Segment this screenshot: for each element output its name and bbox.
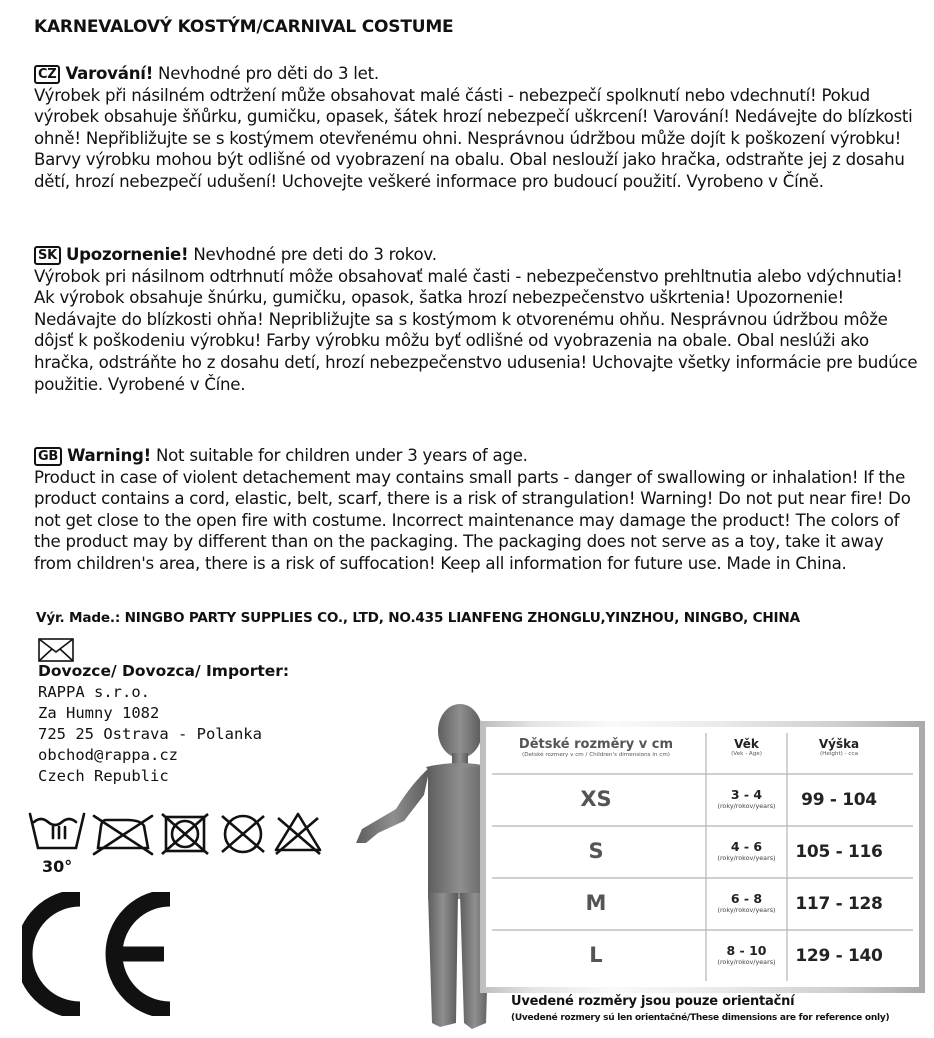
no-iron-icon (94, 816, 152, 854)
importer-block (38, 661, 358, 787)
section-gb (34, 445, 920, 575)
age-value: 4 - 6 (730, 839, 763, 854)
height-value: 99 - 104 (801, 790, 877, 810)
age-cell (706, 943, 787, 966)
cz-intro: Nevhodné pro děti do 3 let. (153, 64, 379, 83)
ce-mark-icon (22, 892, 182, 1016)
size-note-sub: (Uvedené rozmery sú len orientačné/These dimensions are for reference only) (511, 1013, 890, 1023)
wash-temperature: 30° (42, 857, 73, 876)
age-header-cell (706, 737, 787, 757)
age-cell (706, 839, 787, 862)
sk-body: Výrobok pri násilnom odtrhnutí môže obsahovať malé časti - nebezpečenstvo prehltnutia alebo vdýchnutia! Ak výrobok obsahuje šnúrku, gumičku, opasok, šatka hrozí nebezpečenstvo uškrtenia! Upozornenie! Nedávajte do blízkosti ohňa! Nepribližujte sa s kostýmom k otvorenému ohňu. Nesprávnou údržbou môže dôjsť k poškodeniu výrobku! Farby výrobku môžu byť odlišné od vyobrazenia na obale. Obal neslúži ako hračka, odstráňte ho z dosahu detí, hrozí nebezpečenstvo udusenia! Uchovajte všetky informácie pre budúce použitie. Vyrobené v Číne. (34, 266, 918, 394)
no-dry-clean-icon (222, 816, 264, 852)
importer-street: Za Humny 1082 (38, 704, 160, 722)
size-label: XS (580, 787, 612, 811)
gb-badge: GB (34, 447, 62, 466)
sk-intro: Nevhodné pre deti do 3 rokov. (188, 245, 437, 264)
age-header-sub: (Vek - Age) (731, 751, 762, 757)
height-header-cell (787, 737, 891, 757)
size-label: M (585, 891, 607, 915)
size-header: Dětské rozměry v cm (518, 737, 674, 752)
size-chart (480, 721, 925, 993)
size-label: L (589, 943, 603, 967)
sk-warning-lead: Upozornenie! (65, 245, 189, 264)
size-note: Uvedené rozměry jsou pouze orientační (511, 994, 795, 1009)
height-value: 117 - 128 (795, 894, 883, 914)
size-header-sub: (Detské rozmery v cm / Children's dimensions in cm) (522, 752, 670, 758)
gb-body: Product in case of violent detachement may contains small parts - danger of swallowing or inhalation! If the product contains a cord, elastic, belt, scarf, there is a risk of strangulation! Warning! Do not put near fire! Do not get close to the open fire with costume. Incorrect maintenance may damage the product! The colors of the product may by different than on the packaging. The packaging does not serve as a toy, take it away from children's area, there is a risk of suffocation! Keep all information for future use. Made in China. (34, 467, 911, 573)
gb-intro: Not suitable for children under 3 years of age. (150, 446, 528, 465)
importer-company: RAPPA s.r.o. (38, 683, 150, 701)
cz-badge: CZ (34, 65, 60, 84)
sk-badge: SK (34, 246, 61, 265)
wash-tub-icon (30, 814, 84, 848)
height-value: 105 - 116 (795, 842, 883, 862)
cz-warning-lead: Varování! (65, 64, 154, 83)
age-unit: (roky/rokov/years) (717, 906, 776, 914)
age-value: 3 - 4 (730, 787, 763, 802)
age-unit: (roky/rokov/years) (717, 854, 776, 862)
height-value: 129 - 140 (795, 946, 883, 966)
section-cz (34, 63, 920, 193)
age-unit: (roky/rokov/years) (717, 802, 776, 810)
age-cell (706, 891, 787, 914)
age-cell (706, 787, 787, 810)
care-symbols (26, 808, 326, 860)
page-title: KARNEVALOVÝ KOSTÝM/CARNIVAL COSTUME (34, 17, 454, 37)
importer-heading: Dovozce/ Dovozca/ Importer: (38, 662, 290, 680)
height-header: Výška (818, 737, 860, 751)
section-sk (34, 244, 920, 395)
age-value: 8 - 10 (726, 943, 767, 958)
gb-warning-lead: Warning! (67, 446, 151, 465)
envelope-icon (38, 638, 74, 662)
size-header-cell (486, 737, 706, 758)
importer-country: Czech Republic (38, 767, 169, 785)
age-header: Věk (734, 737, 759, 751)
no-bleach-icon (276, 814, 320, 854)
size-label: S (588, 839, 604, 863)
importer-city: 725 25 Ostrava - Polanka (38, 725, 262, 743)
height-header-sub: (Height) - cca (819, 751, 858, 757)
manufacturer-line: Výr. Made.: NINGBO PARTY SUPPLIES CO., LTD, NO.435 LIANFENG ZHONGLU,YINZHOU, NINGBO, CHINA (36, 610, 800, 626)
cz-body: Výrobek při násilném odtržení může obsahovat malé části - nebezpečí spolknutí nebo vdechnutí! Pokud výrobek obsahuje šňůrku, gumičku, opasek, šátek hrozí nebezpečí uškrcení! Varování! Nedávejte do blízkosti ohně! Nepřibližujte se s kostýmem otevřenému ohni. Nesprávnou údržbou může dojít k poškození výrobku! Barvy výrobku mohou být odlišné od vyobrazení na obalu. Obal neslouží jako hračka, odstraňte jej z dosahu dětí, hrozí nebezpečí udušení! Uchovejte veškeré informace pro budoucí použití. Vyrobeno v Číně. (34, 85, 913, 191)
age-unit: (roky/rokov/years) (717, 958, 776, 966)
importer-email: obchod@rappa.cz (38, 746, 178, 764)
size-chart-inner (486, 727, 919, 987)
no-tumble-dry-icon (162, 814, 208, 854)
age-value: 6 - 8 (730, 891, 763, 906)
